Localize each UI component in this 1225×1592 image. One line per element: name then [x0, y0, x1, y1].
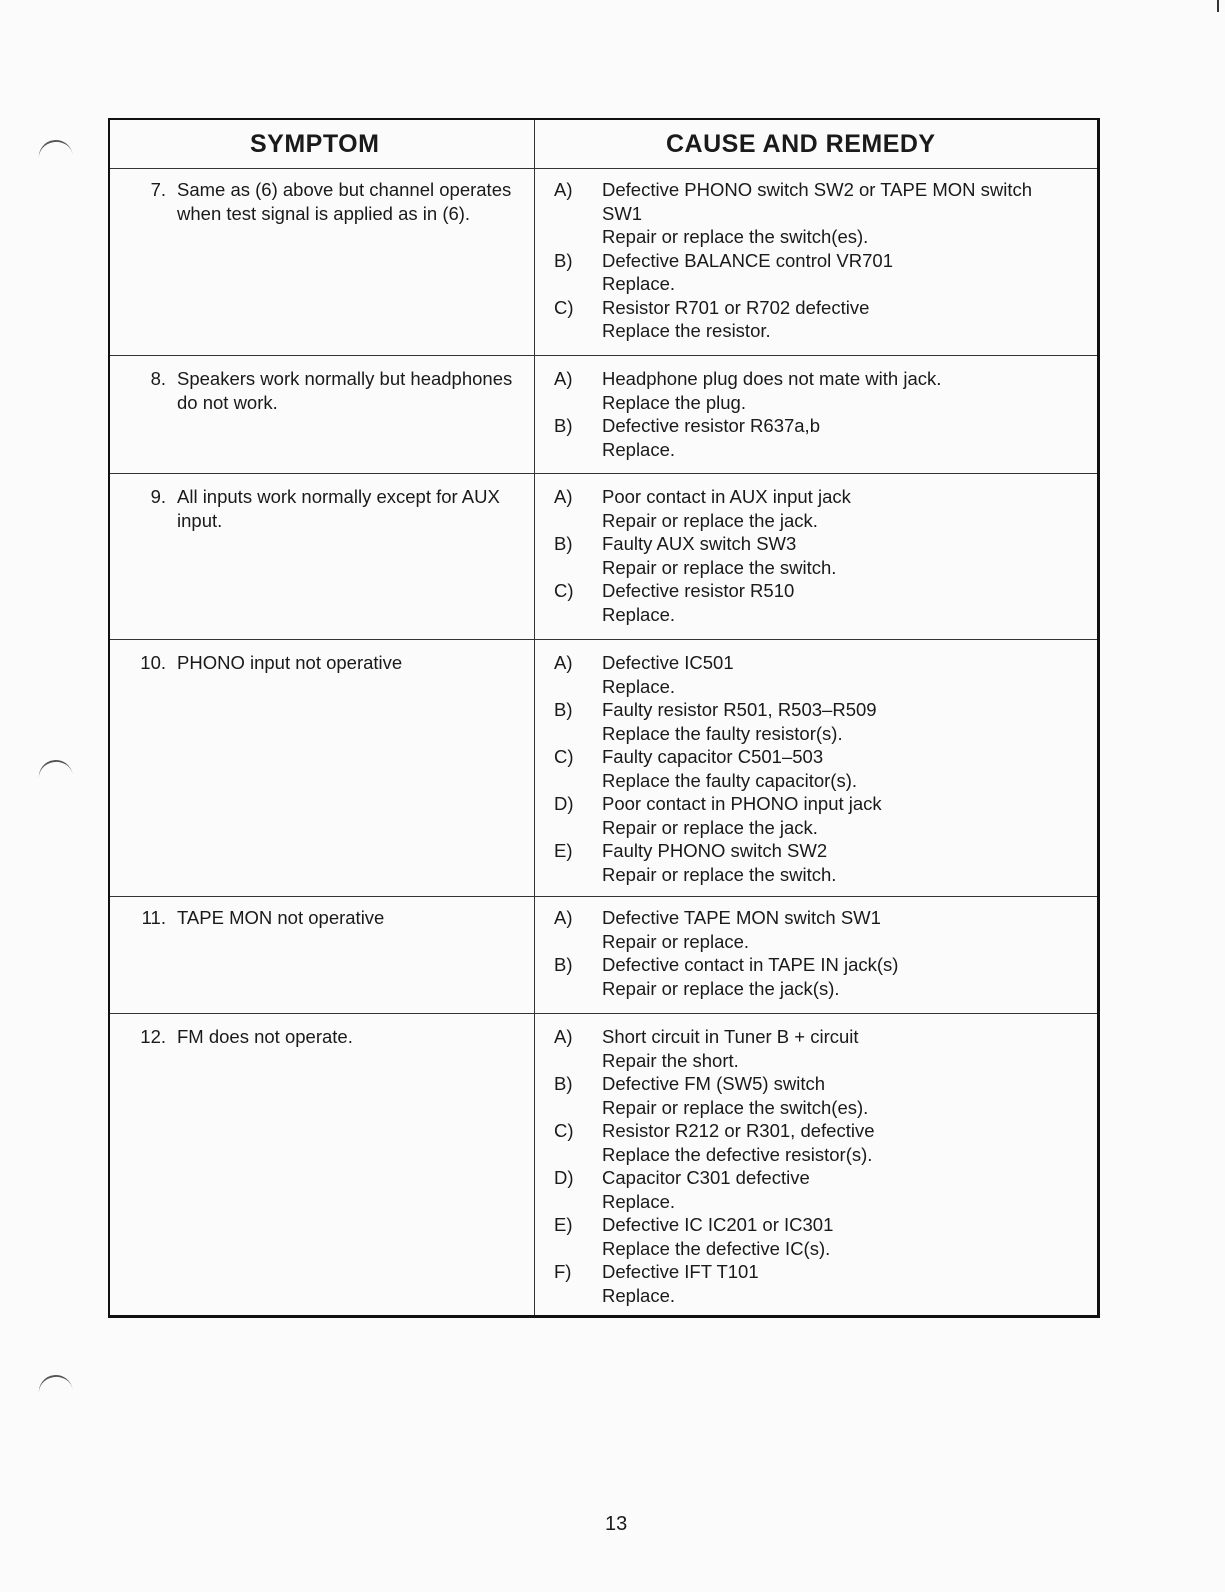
header-cause-and-remedy: CAUSE AND REMEDY [666, 130, 936, 158]
remedy-cause: Defective resistor R510 [602, 580, 795, 601]
remedy-list [554, 367, 1074, 461]
remedy-cause: Defective contact in TAPE IN jack(s) [602, 954, 899, 975]
remedy-cause: Defective IFT T101 [602, 1261, 759, 1282]
remedy-letter: A) [554, 907, 573, 928]
header-symptom: SYMPTOM [250, 130, 380, 158]
remedy-letter: C) [554, 580, 574, 601]
remedy-action: Replace. [602, 1284, 676, 1306]
remedy-item [554, 906, 1074, 953]
symptom-text: All inputs work normally except for AUX input. [177, 486, 500, 531]
remedy-action: Replace. [602, 273, 676, 294]
remedy-action: Replace the faulty capacitor(s). [602, 769, 858, 791]
remedy-item [554, 953, 1074, 1000]
page-number: 13 [605, 1513, 628, 1535]
remedy-cause: Capacitor C301 defective [602, 1167, 810, 1188]
remedy-cause: Defective TAPE MON switch SW1 [602, 907, 881, 928]
remedy-letter: C) [554, 296, 574, 318]
remedy-letter: B) [554, 954, 573, 975]
remedy-action: Replace the plug. [602, 391, 746, 413]
remedy-list [554, 651, 1074, 886]
remedy-action: Repair or replace the jack. [602, 816, 818, 838]
remedy-action: Repair or replace. [602, 930, 750, 952]
remedy-item [554, 178, 1074, 249]
remedy-action: Replace. [602, 438, 676, 460]
remedy-item [554, 1072, 1074, 1119]
remedy-letter: D) [554, 793, 574, 814]
table-row [110, 355, 1097, 474]
remedy-action: Replace the defective IC(s). [602, 1237, 831, 1259]
remedy-letter: D) [554, 1167, 574, 1188]
remedy-cause: Resistor R701 or R702 defective [602, 296, 870, 318]
remedy-cause: Poor contact in PHONO input jack [602, 793, 882, 814]
remedy-action: Replace. [602, 675, 676, 697]
row-number: 12. [140, 1026, 166, 1047]
remedy-item [554, 1166, 1074, 1213]
remedy-action: Replace the resistor. [602, 320, 771, 341]
remedy-action: Repair or replace the switch. [602, 556, 837, 578]
row-number: 11. [141, 907, 166, 928]
remedy-list [554, 906, 1074, 1000]
row-number: 8. [150, 368, 166, 389]
remedy-action: Repair or replace the switch(es). [602, 1096, 869, 1118]
table-row [110, 168, 1097, 356]
edge-mark [1217, 0, 1219, 12]
punch-hole-mark-bottom [37, 1373, 74, 1400]
remedy-item [554, 839, 1074, 886]
remedy-cause: Faulty AUX switch SW3 [602, 533, 797, 554]
remedy-action: Replace the defective resistor(s). [602, 1143, 873, 1165]
table-row [110, 1013, 1097, 1318]
remedy-item [554, 792, 1074, 839]
remedy-item [554, 249, 1074, 296]
remedy-item [554, 485, 1074, 532]
remedy-letter: B) [554, 1073, 573, 1094]
remedy-action: Repair the short. [602, 1049, 739, 1071]
remedy-letter: A) [554, 486, 573, 507]
remedy-item [554, 651, 1074, 698]
remedy-cause: Defective FM (SW5) switch [602, 1073, 826, 1094]
table-row [110, 896, 1097, 1014]
remedy-cause: Faulty capacitor C501–503 [602, 746, 824, 767]
remedy-cause: Faulty PHONO switch SW2 [602, 840, 828, 861]
remedy-list [554, 485, 1074, 626]
remedy-action: Repair or replace the switch(es). [602, 226, 869, 247]
remedy-action: Repair or replace the jack. [602, 509, 818, 531]
remedy-cause: Headphone plug does not mate with jack. [602, 368, 942, 389]
table-row [110, 473, 1097, 640]
remedy-cause: Resistor R212 or R301, defective [602, 1120, 875, 1141]
symptom-text: TAPE MON not operative [177, 907, 385, 928]
remedy-letter: B) [554, 699, 573, 720]
remedy-letter: B) [554, 533, 573, 554]
symptom-text: Same as (6) above but channel operates when test signal is applied as in (6). [177, 179, 512, 224]
remedy-action: Replace. [602, 603, 676, 625]
symptom-text: PHONO input not operative [177, 652, 403, 673]
remedy-action: Replace. [602, 1190, 676, 1212]
punch-hole-mark-middle [37, 758, 74, 785]
remedy-item [554, 1213, 1074, 1260]
remedy-letter: E) [554, 1214, 573, 1235]
remedy-action: Repair or replace the switch. [602, 863, 837, 885]
remedy-list [554, 1025, 1074, 1307]
remedy-letter: C) [554, 746, 574, 767]
remedy-item [554, 532, 1074, 579]
remedy-cause: Defective IC IC201 or IC301 [602, 1214, 834, 1235]
remedy-action: Repair or replace the jack(s). [602, 977, 840, 999]
symptom-text: FM does not operate. [177, 1026, 353, 1047]
symptom-text: Speakers work normally but headphones do not work. [177, 368, 513, 413]
remedy-letter: E) [554, 840, 573, 861]
remedy-item [554, 579, 1074, 626]
remedy-letter: A) [554, 652, 573, 673]
punch-hole-mark-top [37, 138, 74, 165]
remedy-letter: A) [554, 368, 573, 389]
row-number: 9. [150, 486, 166, 507]
remedy-letter: F) [554, 1261, 572, 1282]
troubleshooting-table [108, 118, 1100, 1318]
remedy-item [554, 698, 1074, 745]
row-number: 10. [140, 652, 166, 673]
remedy-letter: B) [554, 415, 573, 436]
table-row [110, 639, 1097, 897]
remedy-item [554, 745, 1074, 792]
remedy-list [554, 178, 1074, 343]
remedy-item [554, 1025, 1074, 1072]
remedy-letter: A) [554, 179, 573, 200]
remedy-cause: Poor contact in AUX input jack [602, 486, 851, 507]
remedy-cause: Defective PHONO switch SW2 or TAPE MON switch SW1 [602, 179, 1033, 224]
remedy-cause: Defective BALANCE control VR701 [602, 249, 893, 271]
remedy-item [554, 414, 1074, 461]
remedy-cause: Defective IC501 [602, 652, 734, 673]
remedy-cause: Faulty resistor R501, R503–R509 [602, 699, 877, 720]
row-number: 7. [150, 179, 166, 200]
remedy-letter: B) [554, 249, 573, 271]
remedy-item [554, 367, 1074, 414]
remedy-letter: A) [554, 1026, 573, 1047]
remedy-item [554, 296, 1074, 343]
remedy-cause: Defective resistor R637a,b [602, 415, 820, 436]
remedy-cause: Short circuit in Tuner B + circuit [602, 1026, 859, 1047]
remedy-letter: C) [554, 1120, 574, 1141]
remedy-action: Replace the faulty resistor(s). [602, 722, 843, 744]
remedy-item [554, 1119, 1074, 1166]
table-header [110, 120, 1097, 169]
remedy-item [554, 1260, 1074, 1307]
